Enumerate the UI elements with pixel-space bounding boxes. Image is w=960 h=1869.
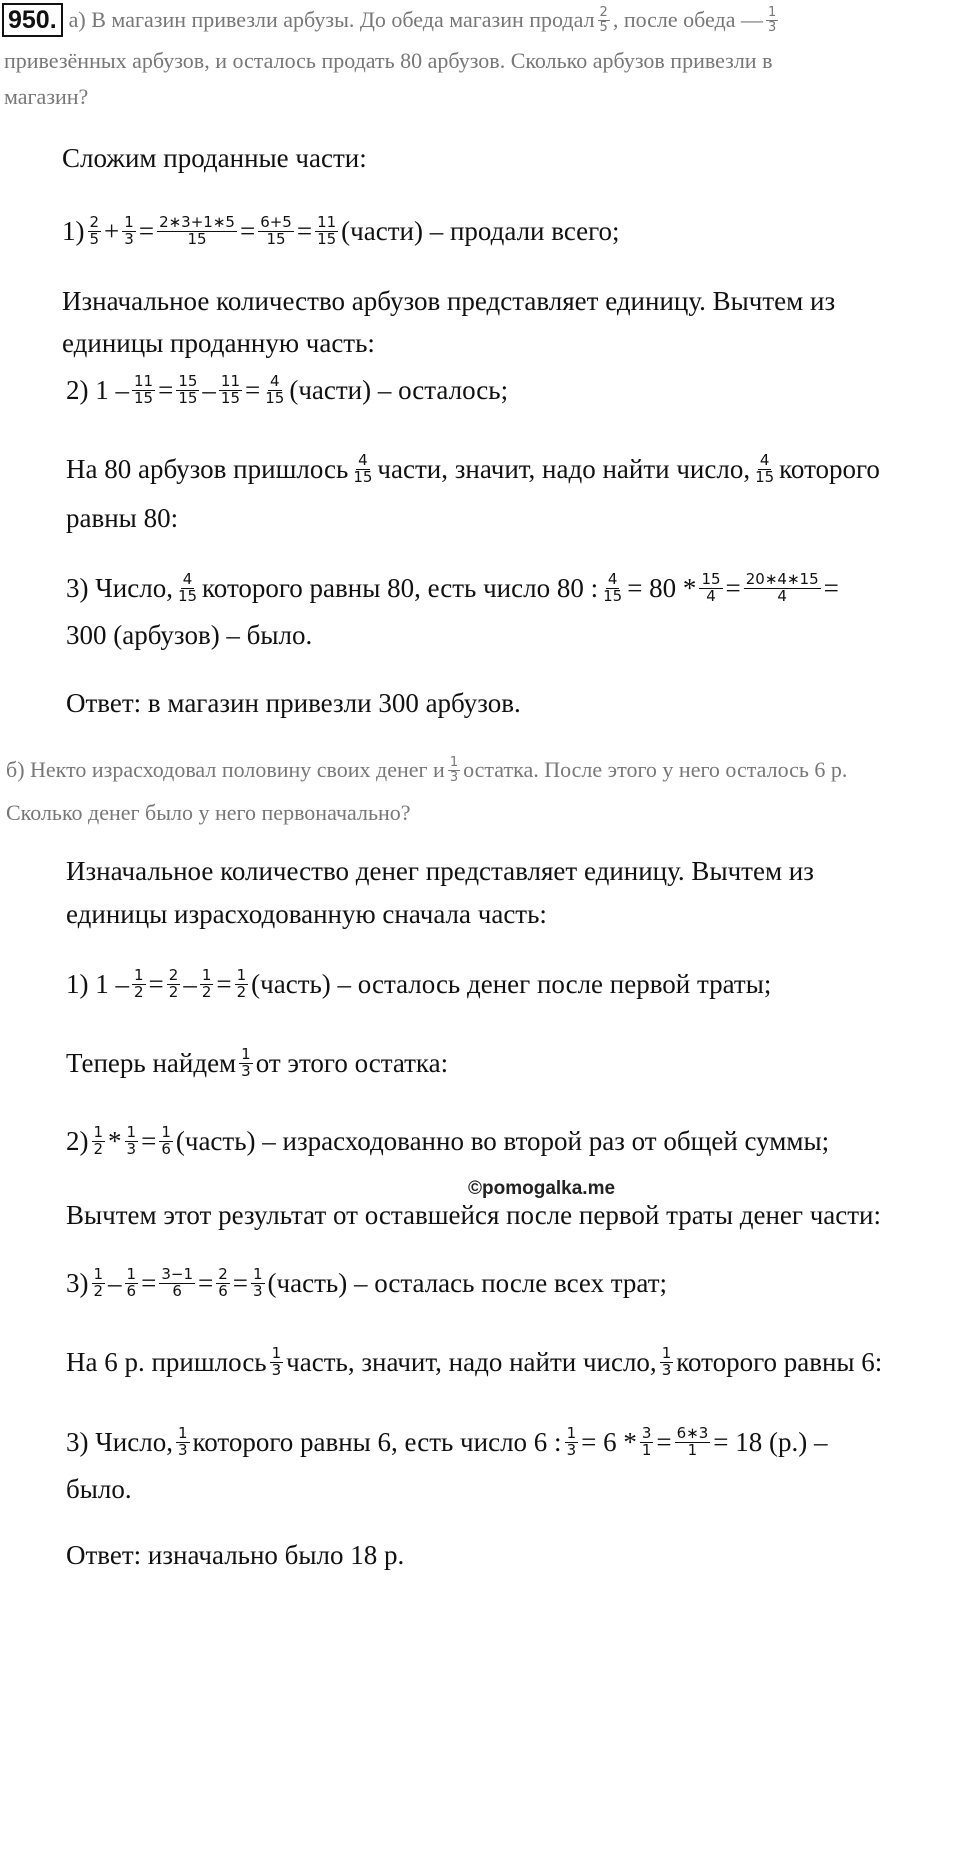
fraction: $\frac{3}{1}$ [641, 1423, 652, 1459]
problem-b-line-1: б) Некто израсходовал половину своих денег и $\frac{1}{3}$ остатка. После этого у него осталось 6 р. [6, 754, 848, 785]
fraction: $\frac{1}{2}$ [93, 1122, 104, 1158]
fraction: $\frac{1}{3}$ [253, 1264, 263, 1300]
fraction: $\frac{11}{15}$ [317, 212, 337, 248]
fraction: $\frac{1}{3}$ [271, 1343, 282, 1379]
watermark: ©pomogalka.me [468, 1178, 616, 1199]
fraction: $\frac{1}{2}$ [134, 965, 144, 1001]
solution-a-step-3: 3) Число, $\frac{4}{15}$ которого равны 80, есть число 80 : $\frac{4}{15}$ = 80 * $\frac{15}{4}$ = $\frac{20∗4∗15}{4}$ = [66, 569, 839, 605]
solution-a-step-1: 1) $\frac{2}{5}$ + $\frac{1}{3}$ = $\frac{2∗3+1∗5}{15}$ = $\frac{6+5}{15}$ = $\frac{11}{15}$ (части) – продали всего; [62, 212, 620, 248]
solution-b-step-3: 3) $\frac{1}{2}$ – $\frac{1}{6}$ = $\frac{3-1}{6}$ = $\frac{2}{6}$ = $\frac{1}{3}$ (часть) – осталась после всех трат; [66, 1264, 668, 1300]
problem-b-line-2: Сколько денег было у него первоначально? [6, 800, 411, 825]
fraction: $\frac{1}{6}$ [126, 1264, 137, 1300]
fraction: $\frac{20∗4∗15}{4}$ [745, 569, 819, 605]
solution-b-step-4b: было. [66, 1473, 132, 1504]
problem-a-line-1 [2, 2, 781, 38]
fraction: $\frac{1}{3}$ [126, 1122, 137, 1158]
fraction: $\frac{1}{3}$ [768, 4, 777, 35]
solution-b-step-4: 3) Число, $\frac{1}{3}$ которого равны 6, есть число 6 : $\frac{1}{3}$ = 6 * $\frac{3}{1}$ = $\frac{6∗3}{1}$ = 18 (р.) – [66, 1423, 828, 1459]
solution-a-text-2: Изначальное количество арбузов представляет единицу. Вычтем из [62, 285, 836, 316]
solution-b-text-2: Теперь найдем $\frac{1}{3}$ от этого остатка: [66, 1044, 449, 1080]
fraction: $\frac{2}{6}$ [218, 1264, 228, 1300]
fraction: $\frac{6∗3}{1}$ [676, 1423, 709, 1459]
fraction: $\frac{2∗3+1∗5}{15}$ [159, 212, 235, 248]
fraction: $\frac{2}{2}$ [168, 965, 179, 1001]
fraction: $\frac{1}{3}$ [241, 1044, 251, 1080]
solution-b-text-1: Изначальное количество денег представляет единицу. Вычтем из [66, 855, 814, 886]
fraction: $\frac{2}{5}$ [599, 4, 608, 35]
fraction: $\frac{2}{5}$ [89, 212, 100, 248]
fraction: $\frac{11}{15}$ [220, 371, 241, 407]
fraction: $\frac{4}{15}$ [603, 569, 623, 605]
fraction: $\frac{15}{4}$ [701, 569, 721, 605]
fraction: $\frac{4}{15}$ [755, 450, 775, 486]
solution-b-text-1b: единицы израсходованную сначала часть: [66, 898, 547, 929]
problem-a-line-3: магазин? [4, 84, 89, 109]
solution-a-step-3b: 300 (арбузов) – было. [66, 619, 313, 650]
fraction: $\frac{3-1}{6}$ [161, 1264, 193, 1300]
answer-b: Ответ: изначально было 18 р. [66, 1539, 405, 1570]
fraction: $\frac{1}{3}$ [124, 212, 134, 248]
solution-b-step-2: 2) $\frac{1}{2}$ * $\frac{1}{3}$ = $\frac{1}{6}$ (часть) – израсходованно во второй раз от общей суммы; [66, 1122, 830, 1158]
fraction: $\frac{1}{2}$ [201, 965, 212, 1001]
fraction: $\frac{1}{6}$ [161, 1122, 171, 1158]
solution-b-step-1: 1) 1 – $\frac{1}{2}$ = $\frac{2}{2}$ – $\frac{1}{2}$ = $\frac{1}{2}$ (часть) – осталось денег после первой траты; [66, 965, 772, 1001]
fraction: $\frac{4}{15}$ [177, 569, 198, 605]
solution-a-text-3: На 80 арбузов пришлось $\frac{4}{15}$ части, значит, надо найти число, $\frac{4}{15}$ которого [66, 450, 880, 486]
problem-a-text: а) В магазин привезли арбузы. До обеда магазин продал [68, 7, 595, 32]
fraction: $\frac{1}{3}$ [661, 1343, 672, 1379]
solution-a-text-3b: равны 80: [66, 502, 179, 533]
solution-a-intro: Сложим проданные части: [62, 142, 367, 173]
fraction: $\frac{1}{3}$ [177, 1423, 188, 1459]
solution-a-step-2: 2) 1 – $\frac{11}{15}$ = $\frac{15}{15}$ – $\frac{11}{15}$ = $\frac{4}{15}$ (части) – осталось; [66, 371, 509, 407]
fraction: $\frac{6+5}{15}$ [260, 212, 292, 248]
fraction: $\frac{1}{2}$ [236, 965, 247, 1001]
fraction: $\frac{11}{15}$ [134, 371, 154, 407]
fraction: $\frac{1}{2}$ [93, 1264, 104, 1300]
fraction: $\frac{4}{15}$ [353, 450, 373, 486]
solution-b-text-4: На 6 р. пришлось $\frac{1}{3}$ часть, значит, надо найти число, $\frac{1}{3}$ которого равны 6: [66, 1343, 883, 1379]
answer-a: Ответ: в магазин привезли 300 арбузов. [66, 687, 521, 718]
fraction: $\frac{4}{15}$ [265, 371, 285, 407]
solution-b-text-3: Вычтем этот результат от оставшейся после первой траты денег части: [66, 1199, 881, 1230]
problem-a-line-2: привезённых арбузов, и осталось продать 80 арбузов. Сколько арбузов привезли в [4, 48, 773, 73]
solution-a-text-2b: единицы проданную часть: [62, 327, 375, 358]
fraction: $\frac{1}{3}$ [566, 1423, 577, 1459]
problem-number: 950. [2, 3, 63, 37]
fraction: $\frac{1}{3}$ [449, 754, 459, 785]
fraction: $\frac{15}{15}$ [178, 371, 198, 407]
problem-a-text: , после обеда — [612, 7, 763, 32]
